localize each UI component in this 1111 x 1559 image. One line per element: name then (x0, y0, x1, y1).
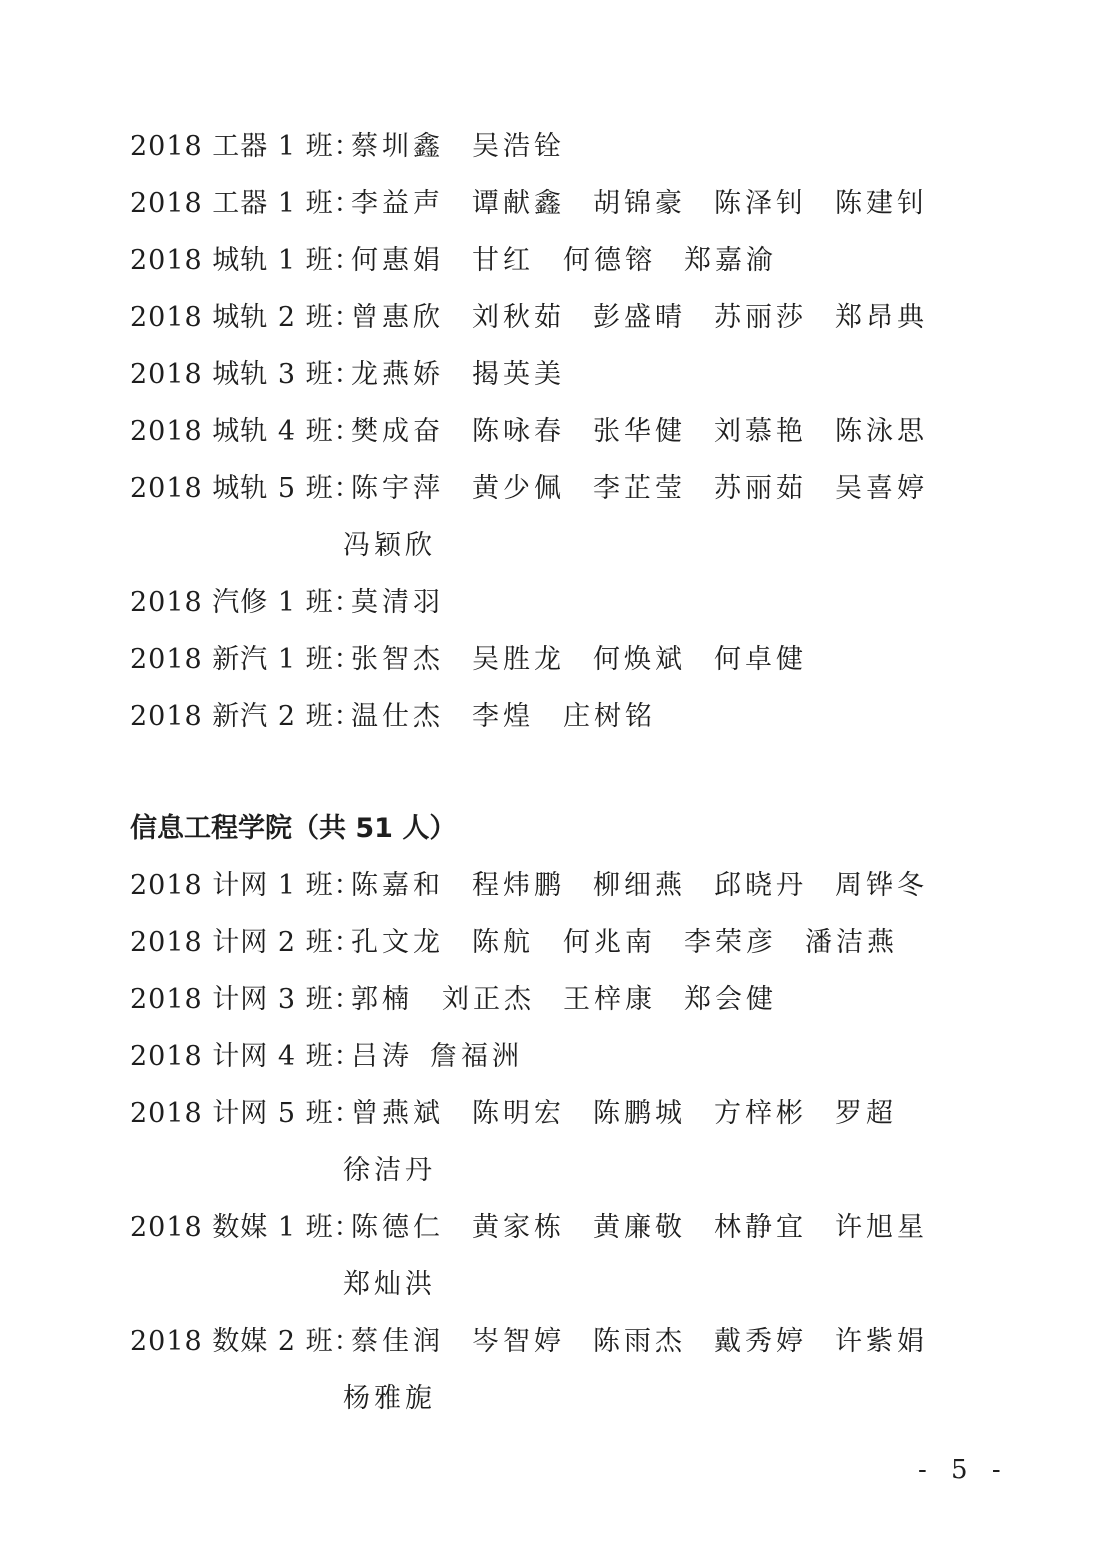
student-name: 吴浩铨 (472, 131, 565, 162)
class-label: 2018 城轨 2 班： (130, 302, 362, 333)
student-name: 曾燕斌 (351, 1098, 444, 1129)
student-name: 苏丽莎 (714, 302, 807, 333)
student-name: 程炜鹏 (472, 870, 565, 901)
student-names (351, 118, 991, 175)
class-row (130, 688, 1010, 745)
student-names (351, 857, 991, 914)
student-name: 郑昂典 (835, 302, 928, 333)
student-name: 王梓康 (563, 984, 656, 1015)
student-names (351, 1199, 991, 1256)
student-names (343, 1370, 983, 1427)
class-row-continuation (130, 1370, 1010, 1427)
student-name: 陈宇萍 (351, 473, 444, 504)
student-name: 揭英美 (472, 359, 565, 390)
student-name: 何兆南 (563, 927, 656, 958)
student-names (351, 1085, 991, 1142)
student-name: 徐洁丹 (343, 1155, 436, 1186)
student-names (351, 232, 991, 289)
student-name: 许旭星 (835, 1212, 928, 1243)
student-name: 苏丽茹 (714, 473, 807, 504)
class-row (130, 118, 1010, 175)
class-row-continuation (130, 1256, 1010, 1313)
student-name: 李芷莹 (593, 473, 686, 504)
student-name: 何德镕 (563, 245, 656, 276)
student-names (343, 517, 983, 574)
student-names (351, 971, 991, 1028)
student-name: 许紫娟 (835, 1326, 928, 1357)
student-name: 谭献鑫 (472, 188, 565, 219)
class-row (130, 1313, 1010, 1370)
student-name: 李荣彦 (684, 927, 777, 958)
student-names (351, 914, 991, 971)
student-name: 陈嘉和 (351, 870, 444, 901)
student-name: 杨雅旎 (343, 1383, 436, 1414)
student-name: 郑嘉渝 (684, 245, 777, 276)
class-label: 2018 工器 1 班： (130, 188, 362, 219)
student-name: 郭楠 (351, 984, 413, 1015)
student-name: 吕涛 (351, 1041, 413, 1072)
student-names (351, 460, 991, 517)
student-name: 李煌 (472, 701, 534, 732)
class-row (130, 971, 1010, 1028)
student-name: 周铧冬 (835, 870, 928, 901)
student-name: 甘红 (472, 245, 534, 276)
student-name: 何焕斌 (593, 644, 686, 675)
class-label: 2018 计网 2 班： (130, 927, 362, 958)
section-heading: 信息工程学院（共 51 人） (130, 813, 457, 844)
class-label: 2018 汽修 1 班： (130, 587, 362, 618)
student-name: 樊成奋 (351, 416, 444, 447)
student-name: 吴喜婷 (835, 473, 928, 504)
class-list-continued (130, 118, 1010, 745)
student-names (351, 289, 991, 346)
class-label: 2018 城轨 1 班： (130, 245, 362, 276)
student-name: 岑智婷 (472, 1326, 565, 1357)
class-label: 2018 城轨 4 班： (130, 416, 362, 447)
student-names (351, 574, 991, 631)
class-row-continuation (130, 517, 1010, 574)
student-name: 郑会健 (684, 984, 777, 1015)
student-name: 何惠娟 (351, 245, 444, 276)
class-label: 2018 城轨 5 班： (130, 473, 362, 504)
student-name: 詹福洲 (430, 1041, 523, 1072)
class-label: 2018 工器 1 班： (130, 131, 362, 162)
class-label: 2018 计网 1 班： (130, 870, 362, 901)
student-name: 陈咏春 (472, 416, 565, 447)
student-names (351, 1028, 991, 1085)
student-name: 陈建钊 (835, 188, 928, 219)
class-row (130, 857, 1010, 914)
student-names (351, 403, 991, 460)
page-number: - 5 - (918, 1455, 1009, 1485)
student-name: 莫清羽 (351, 587, 444, 618)
class-row (130, 460, 1010, 517)
student-name: 彭盛晴 (593, 302, 686, 333)
class-row (130, 914, 1010, 971)
class-row (130, 1085, 1010, 1142)
class-label: 2018 新汽 1 班： (130, 644, 362, 675)
student-name: 冯颖欣 (343, 530, 436, 561)
class-row (130, 175, 1010, 232)
student-name: 黄家栋 (472, 1212, 565, 1243)
class-label: 2018 数媒 2 班： (130, 1326, 362, 1357)
student-name: 陈泳思 (835, 416, 928, 447)
class-row-continuation (130, 1142, 1010, 1199)
student-name: 郑灿洪 (343, 1269, 436, 1300)
student-names (351, 688, 991, 745)
student-name: 方梓彬 (714, 1098, 807, 1129)
class-row (130, 631, 1010, 688)
student-name: 邱晓丹 (714, 870, 807, 901)
student-name: 刘秋茹 (472, 302, 565, 333)
class-label: 2018 城轨 3 班： (130, 359, 362, 390)
student-name: 蔡佳润 (351, 1326, 444, 1357)
student-name: 黄廉敬 (593, 1212, 686, 1243)
class-row (130, 1028, 1010, 1085)
class-row (130, 574, 1010, 631)
student-name: 张智杰 (351, 644, 444, 675)
student-name: 罗超 (835, 1098, 897, 1129)
student-names (343, 1256, 983, 1313)
student-name: 庄树铭 (563, 701, 656, 732)
student-name: 戴秀婷 (714, 1326, 807, 1357)
class-row (130, 403, 1010, 460)
student-name: 陈鹏城 (593, 1098, 686, 1129)
class-label: 2018 数媒 1 班： (130, 1212, 362, 1243)
student-name: 陈泽钊 (714, 188, 807, 219)
student-name: 潘洁燕 (805, 927, 898, 958)
student-name: 刘正杰 (442, 984, 535, 1015)
student-name: 陈航 (472, 927, 534, 958)
class-label: 2018 计网 4 班： (130, 1041, 362, 1072)
student-name: 孔文龙 (351, 927, 444, 958)
student-name: 曾惠欣 (351, 302, 444, 333)
student-name: 龙燕娇 (351, 359, 444, 390)
class-label: 2018 计网 5 班： (130, 1098, 362, 1129)
student-name: 李益声 (351, 188, 444, 219)
student-names (343, 1142, 983, 1199)
student-name: 刘慕艳 (714, 416, 807, 447)
student-names (351, 631, 991, 688)
information-engineering-section (130, 800, 1010, 1427)
student-name: 黄少佩 (472, 473, 565, 504)
student-name: 吴胜龙 (472, 644, 565, 675)
student-name: 何卓健 (714, 644, 807, 675)
class-row (130, 1199, 1010, 1256)
student-names (351, 1313, 991, 1370)
student-name: 林静宜 (714, 1212, 807, 1243)
class-row (130, 289, 1010, 346)
student-name: 柳细燕 (593, 870, 686, 901)
student-name: 陈雨杰 (593, 1326, 686, 1357)
student-names (351, 175, 991, 232)
class-row (130, 346, 1010, 403)
class-label: 2018 计网 3 班： (130, 984, 362, 1015)
student-name: 蔡圳鑫 (351, 131, 444, 162)
student-names (351, 346, 991, 403)
student-name: 温仕杰 (351, 701, 444, 732)
student-name: 张华健 (593, 416, 686, 447)
student-name: 陈明宏 (472, 1098, 565, 1129)
class-row (130, 232, 1010, 289)
class-label: 2018 新汽 2 班： (130, 701, 362, 732)
student-name: 陈德仁 (351, 1212, 444, 1243)
student-name: 胡锦豪 (593, 188, 686, 219)
